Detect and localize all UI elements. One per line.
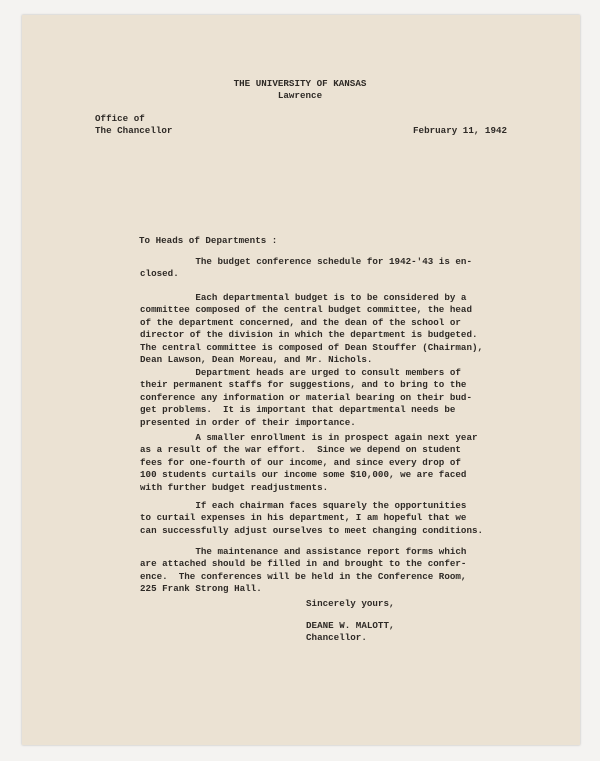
paragraph-2: [140, 292, 483, 366]
text-line: The central committee is composed of Dean Stouffer (Chairman),: [140, 341, 484, 353]
text-line: closed.: [140, 268, 179, 280]
text-line: 100 students curtails our income some $10,000, we are faced: [140, 469, 467, 481]
text-line: of the department concerned, and the dean of the school or: [140, 316, 461, 328]
text-line: presented in order of their importance.: [140, 416, 356, 428]
text-line: director of the division in which the department is budgeted.: [140, 329, 478, 341]
text-line: as a result of the war effort. Since we depend on student: [140, 444, 461, 456]
letter-date: February 11, 1942: [413, 125, 508, 136]
signature-name: DEANE W. MALOTT,: [306, 620, 395, 631]
text-line: A smaller enrollment is in prospect again next year: [140, 432, 478, 443]
text-line: 225 Frank Strong Hall.: [140, 583, 262, 595]
letterhead-institution: THE UNIVERSITY OF KANSAS: [233, 78, 367, 89]
text-line: their permanent staffs for suggestions, and to bring to the: [140, 379, 467, 391]
text-line: ence. The conferences will be held in the Conference Room,: [140, 570, 467, 582]
text-line: get problems. It is important that departmental needs be: [140, 404, 456, 416]
paragraph-1: [140, 256, 472, 281]
text-line: are attached should be filled in and brought to the confer-: [140, 558, 467, 570]
closing: Sincerely yours,: [306, 598, 395, 609]
salutation: To Heads of Departments :: [139, 235, 278, 246]
text-line: to curtail expenses in his department, I am hopeful that we: [140, 512, 467, 524]
text-line: Each departmental budget is to be considered by a: [140, 292, 467, 303]
text-line: with further budget readjustments.: [140, 481, 329, 493]
text-line: committee composed of the central budget committee, the head: [140, 304, 473, 316]
text-line: The maintenance and assistance report forms which: [140, 546, 467, 557]
text-line: The budget conference schedule for 1942-'43 is en-: [140, 256, 473, 267]
text-line: If each chairman faces squarely the opportunities: [140, 500, 467, 511]
text-line: conference any information or material bearing on their bud-: [140, 391, 473, 403]
paragraph-3: [140, 367, 472, 429]
paragraph-6: [140, 546, 466, 596]
paragraph-4: [140, 432, 478, 494]
text-line: fees for one-fourth of our income, and since every drop of: [140, 456, 461, 468]
text-line: can successfully adjust ourselves to meet changing conditions.: [140, 524, 484, 536]
text-line: Dean Lawson, Dean Moreau, and Mr. Nichols.: [140, 354, 373, 366]
text-line: Department heads are urged to consult members of: [140, 367, 461, 378]
office-line-2: The Chancellor: [95, 125, 173, 136]
paragraph-5: [140, 500, 483, 537]
signature-title: Chancellor.: [306, 632, 367, 643]
letterhead-city: Lawrence: [277, 90, 323, 101]
office-line-1: Office of: [95, 113, 145, 124]
